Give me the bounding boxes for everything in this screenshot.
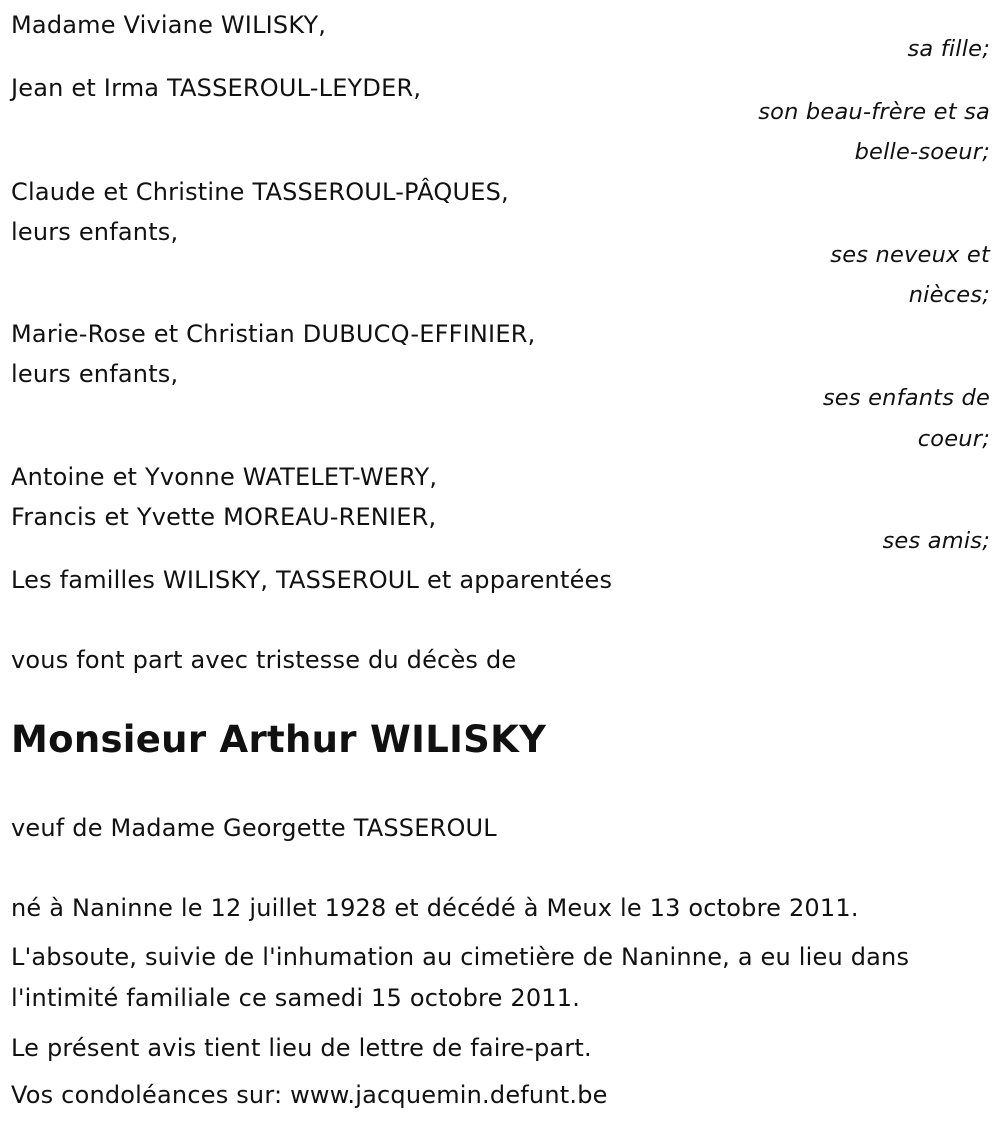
family-line-children-of-heart-1: Marie-Rose et Christian DUBUCQ-EFFINIER,	[11, 320, 536, 348]
announcement-intro: vous font part avec tristesse du décès de	[11, 646, 517, 674]
family-line-friends-2: Francis et Yvette MOREAU-RENIER,	[11, 503, 437, 531]
relation-brother-in-law-line2: belle-soeur;	[854, 139, 990, 165]
relation-brother-in-law-line1: son beau-frère et sa	[758, 99, 990, 125]
widow-line: veuf de Madame Georgette TASSEROUL	[11, 814, 497, 842]
family-line-families: Les familles WILISKY, TASSEROUL et apparentées	[11, 566, 613, 594]
relation-daughter: sa fille;	[907, 36, 990, 62]
relation-nephews-line1: ses neveux et	[830, 242, 990, 268]
birth-death-line: né à Naninne le 12 juillet 1928 et décédé à Meux le 13 octobre 2011.	[11, 894, 859, 922]
relation-nephews-line2: nièces;	[908, 282, 990, 308]
relation-children-of-heart-line2: coeur;	[917, 426, 990, 452]
family-line-nephews-2: leurs enfants,	[11, 218, 179, 246]
notice-line: Le présent avis tient lieu de lettre de faire-part.	[11, 1034, 592, 1062]
family-line-friends-1: Antoine et Yvonne WATELET-WERY,	[11, 463, 438, 491]
relation-friends: ses amis;	[882, 528, 990, 554]
relation-children-of-heart-line1: ses enfants de	[822, 385, 990, 411]
condolences-line: Vos condoléances sur: www.jacquemin.defunt.be	[11, 1081, 608, 1109]
deceased-name: Monsieur Arthur WILISKY	[11, 718, 547, 761]
family-line-nephews-1: Claude et Christine TASSEROUL-PÂQUES,	[11, 178, 509, 206]
family-line-brother-in-law: Jean et Irma TASSEROUL-LEYDER,	[11, 74, 422, 102]
ceremony-paragraph: L'absoute, suivie de l'inhumation au cimetière de Naninne, a eu lieu dans l'intimité familiale ce samedi 15 octobre 2011.	[11, 943, 910, 1012]
family-line-daughter: Madame Viviane WILISKY,	[11, 11, 327, 39]
family-line-children-of-heart-2: leurs enfants,	[11, 360, 179, 388]
